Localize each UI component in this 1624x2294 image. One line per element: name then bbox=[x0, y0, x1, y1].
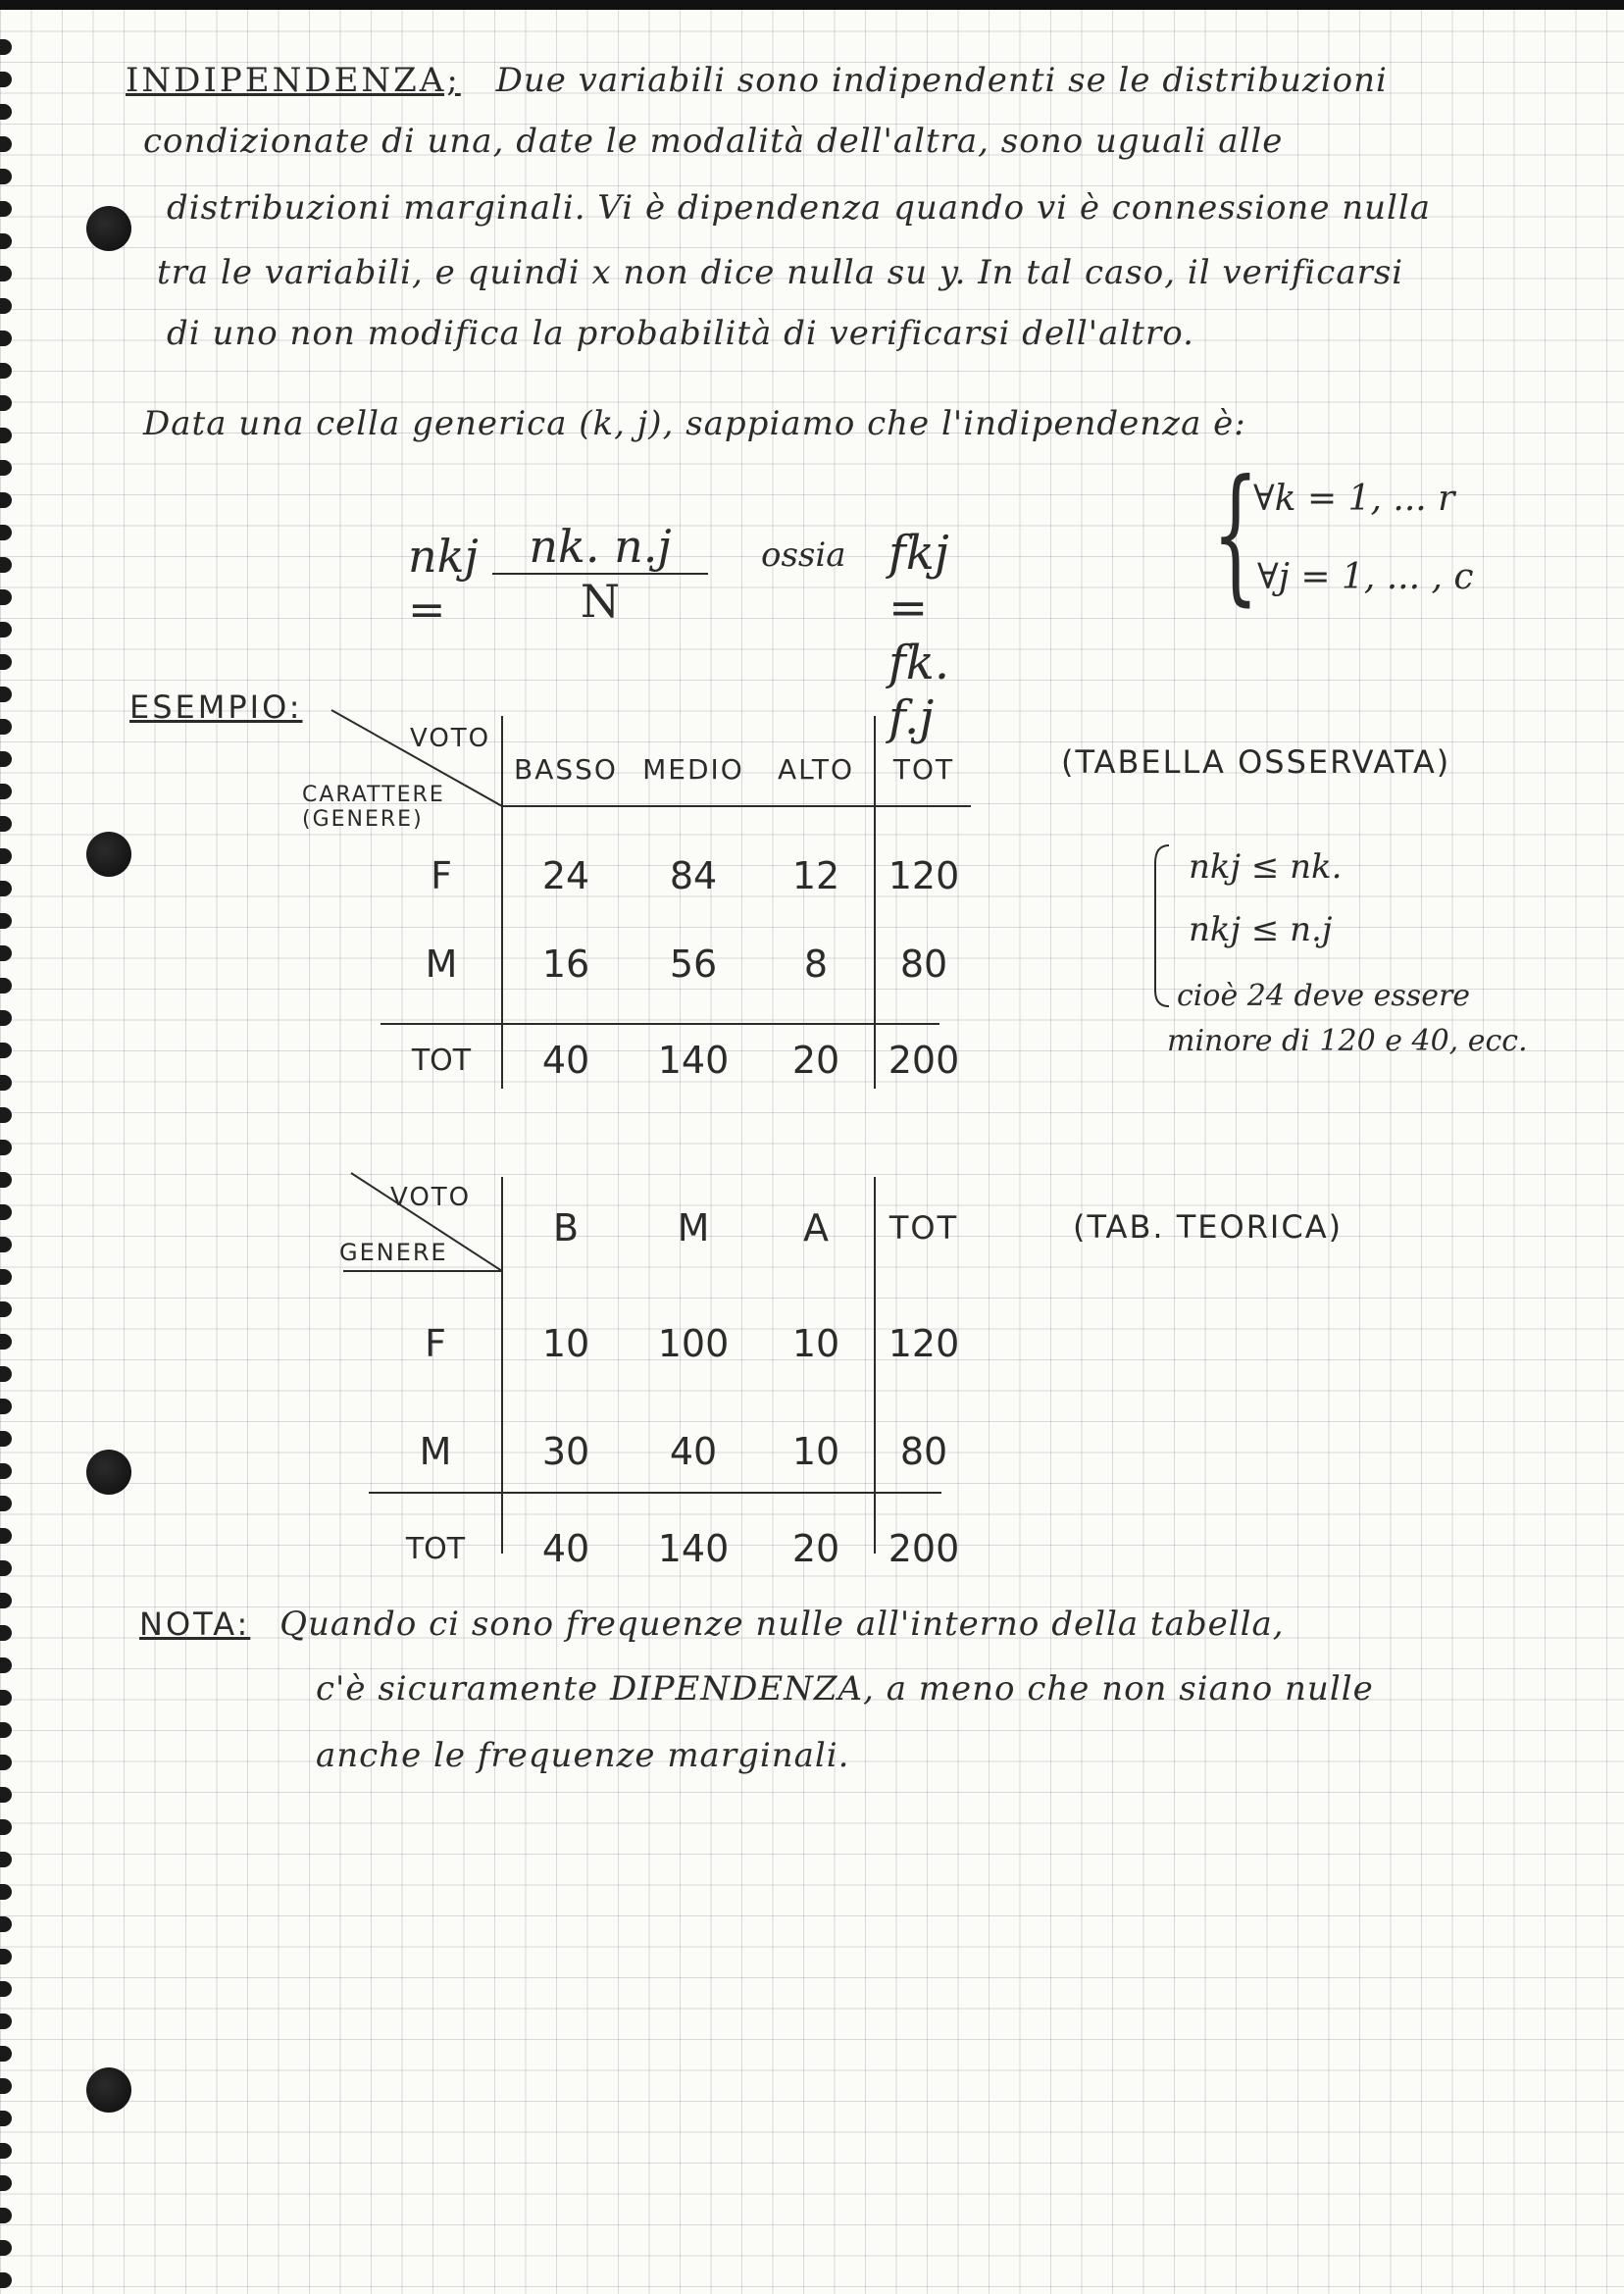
table-row bbox=[369, 1289, 973, 1399]
side-inequality-2: nkj ≤ n.j bbox=[1189, 910, 1333, 949]
table-cell: 200 bbox=[888, 1527, 960, 1570]
cell-intro: Data una cella generica (k, j), sappiamo che l'indipendenza è: bbox=[143, 404, 1246, 443]
table-row bbox=[381, 1008, 973, 1112]
table-cell: 24 bbox=[541, 854, 590, 897]
row-label: M bbox=[425, 943, 458, 986]
side-inequality-1: nkj ≤ nk. bbox=[1189, 847, 1343, 887]
observed-header-row bbox=[381, 732, 973, 806]
table-cell: 40 bbox=[541, 1527, 590, 1570]
table-cell: 140 bbox=[657, 1527, 730, 1570]
condition-brace: { bbox=[1212, 449, 1259, 620]
row-label: F bbox=[425, 1322, 446, 1365]
row-label: F bbox=[431, 854, 452, 897]
table-cell: 10 bbox=[541, 1322, 590, 1365]
table-cell: 140 bbox=[657, 1039, 730, 1082]
table-cell: 10 bbox=[791, 1430, 840, 1473]
formula-word: ossia bbox=[761, 535, 846, 575]
table-cell: 100 bbox=[657, 1322, 730, 1365]
row-label: TOT bbox=[411, 1043, 472, 1078]
note-text-1: Quando ci sono frequenze nulle all'interno della tabella, bbox=[279, 1605, 1285, 1644]
theoretical-col-tot: TOT bbox=[888, 1209, 959, 1247]
note-line-2: c'è sicuramente DIPENDENZA, a meno che non siano nulle bbox=[316, 1669, 1374, 1708]
observed-caption: (TABELLA OSSERVATA) bbox=[1061, 743, 1451, 781]
table-cell: 40 bbox=[541, 1039, 590, 1082]
definition-line-5: di uno non modifica la probabilità di verificarsi dell'altro. bbox=[167, 314, 1194, 353]
formula-rhs: fkj = fk. f.j bbox=[888, 526, 950, 745]
table-row bbox=[369, 1399, 973, 1504]
row-label: TOT bbox=[405, 1531, 466, 1566]
table-cell: 40 bbox=[669, 1430, 718, 1473]
note-line-1 bbox=[139, 1605, 1285, 1644]
formula-denominator: N bbox=[580, 575, 621, 628]
theoretical-corner-cell bbox=[369, 1189, 502, 1267]
theoretical-col-a: A bbox=[803, 1206, 829, 1249]
condition-j: ∀j = 1, ... , c bbox=[1257, 557, 1474, 597]
note-line-3: anche le frequenze marginali. bbox=[316, 1736, 850, 1775]
table-cell: 120 bbox=[888, 1322, 960, 1365]
table-cell: 84 bbox=[669, 854, 718, 897]
side-note-1: cioè 24 deve essere bbox=[1177, 979, 1471, 1013]
table-row bbox=[381, 920, 973, 1008]
theoretical-corner-voto: VOTO bbox=[390, 1183, 472, 1212]
table-cell: 8 bbox=[803, 943, 829, 986]
definition-line-4: tra le variabili, e quindi x non dice nulla su y. In tal caso, il verificarsi bbox=[157, 253, 1404, 292]
observed-col-alto: ALTO bbox=[777, 752, 855, 786]
observed-corner-line-1: CARATTERE bbox=[302, 783, 445, 807]
table-cell: 80 bbox=[899, 943, 948, 986]
observed-corner-cell bbox=[381, 732, 502, 806]
observed-col-basso: BASSO bbox=[514, 752, 618, 786]
theoretical-col-m: M bbox=[677, 1206, 710, 1249]
observed-col-tot: TOT bbox=[892, 752, 955, 786]
table-cell: 16 bbox=[541, 943, 590, 986]
theoretical-caption: (TAB. TEORICA) bbox=[1073, 1208, 1344, 1246]
theoretical-header-row bbox=[369, 1189, 973, 1267]
row-label: M bbox=[419, 1430, 452, 1473]
condition-k: ∀k = 1, ... r bbox=[1253, 479, 1455, 519]
table-row bbox=[381, 832, 973, 920]
observed-corner-line-2: (GENERE) bbox=[302, 807, 424, 833]
table-cell: 20 bbox=[791, 1039, 840, 1082]
definition-line-2: condizionate di una, date le modalità dell'altra, sono uguali alle bbox=[143, 122, 1284, 161]
formula-numerator: nk. n.j bbox=[492, 520, 708, 575]
definition-line-3: distribuzioni marginali. Vi è dipendenza quando vi è connessione nulla bbox=[167, 188, 1432, 228]
theoretical-col-b: B bbox=[552, 1206, 580, 1249]
table-cell: 30 bbox=[541, 1430, 590, 1473]
side-note-2: minore di 120 e 40, ecc. bbox=[1167, 1024, 1528, 1058]
example-label: ESEMPIO: bbox=[129, 688, 303, 726]
observed-corner-voto: VOTO bbox=[410, 724, 491, 753]
table-cell: 120 bbox=[888, 854, 960, 897]
definition-heading: INDIPENDENZA; bbox=[126, 61, 461, 100]
table-cell: 12 bbox=[791, 854, 840, 897]
observed-table bbox=[381, 732, 973, 1112]
formula-lhs: nkj = bbox=[408, 530, 479, 636]
observed-col-medio: MEDIO bbox=[642, 752, 744, 786]
theoretical-corner-genere: GENERE bbox=[339, 1239, 448, 1266]
table-cell: 10 bbox=[791, 1322, 840, 1365]
note-label: NOTA: bbox=[139, 1606, 251, 1643]
table-cell: 56 bbox=[669, 943, 718, 986]
table-cell: 80 bbox=[899, 1430, 948, 1473]
table-cell: 200 bbox=[888, 1039, 960, 1082]
definition-text-1: Due variabili sono indipendenti se le distribuzioni bbox=[495, 61, 1388, 100]
table-cell: 20 bbox=[791, 1527, 840, 1570]
table-row bbox=[369, 1504, 973, 1593]
theoretical-table bbox=[369, 1189, 973, 1593]
